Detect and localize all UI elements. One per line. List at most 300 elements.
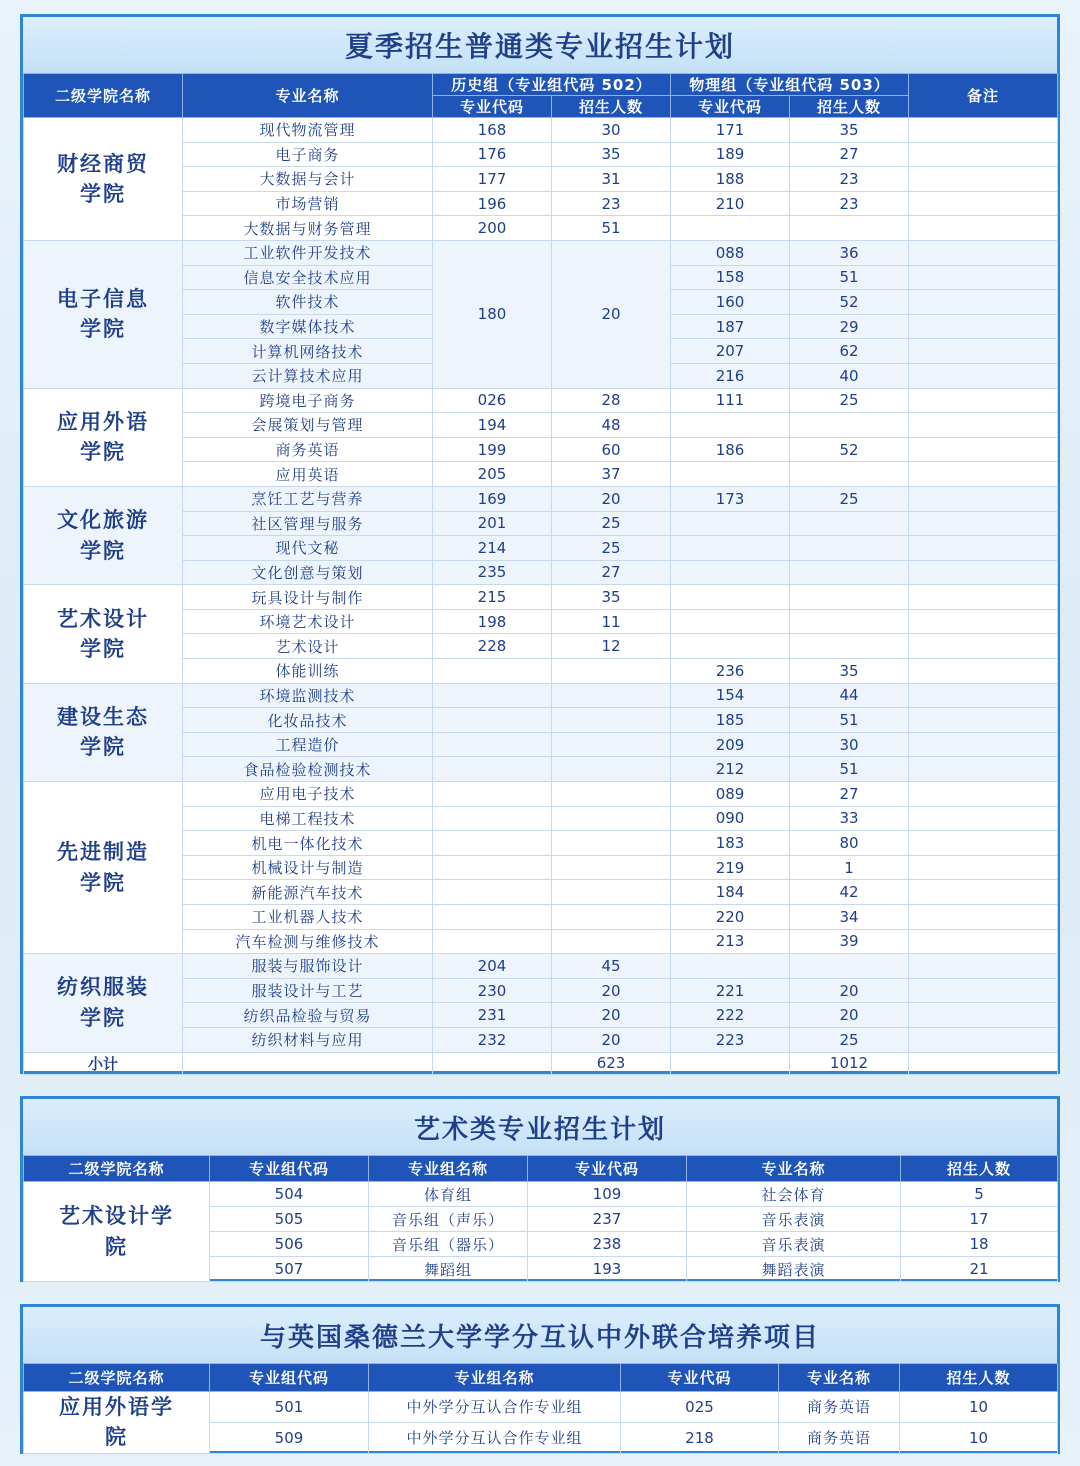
history-code: 230: [433, 978, 552, 1003]
joint-header-2: 专业组名称: [369, 1364, 621, 1392]
physics-count: 23: [790, 191, 909, 216]
physics-code: 220: [671, 905, 790, 930]
enroll-count: 18: [901, 1232, 1058, 1257]
major-name: 音乐表演: [687, 1232, 901, 1257]
physics-count: [790, 634, 909, 659]
header-major: 专业名称: [183, 74, 433, 118]
art-header-0: 二级学院名称: [24, 1156, 210, 1182]
group-code: 505: [210, 1207, 369, 1232]
enroll-count: 17: [901, 1207, 1058, 1232]
joint-program-title: 与英国桑德兰大学学分互认中外联合培养项目: [23, 1307, 1057, 1363]
physics-count: 33: [790, 806, 909, 831]
physics-count: 62: [790, 339, 909, 364]
history-count: 35: [552, 142, 671, 167]
empty-cell: [433, 1052, 552, 1074]
joint-header-0: 二级学院名称: [24, 1364, 210, 1392]
physics-count: 23: [790, 167, 909, 192]
history-code: [433, 732, 552, 757]
remark-cell: [909, 782, 1058, 807]
remark-cell: [909, 1003, 1058, 1028]
remark-cell: [909, 486, 1058, 511]
physics-count: [790, 585, 909, 610]
remark-cell: [909, 560, 1058, 585]
history-count: [552, 806, 671, 831]
table-row: [24, 486, 1058, 511]
physics-count: 25: [790, 1027, 909, 1052]
physics-count: 27: [790, 782, 909, 807]
major-name: 服装设计与工艺: [183, 978, 433, 1003]
remark-cell: [909, 905, 1058, 930]
remark-cell: [909, 855, 1058, 880]
table-row: [24, 240, 1058, 265]
remark-cell: [909, 831, 1058, 856]
major-name: 化妆品技术: [183, 708, 433, 733]
major-name: 文化创意与策划: [183, 560, 433, 585]
group-name: 音乐组（器乐）: [369, 1232, 528, 1257]
table-row: [24, 954, 1058, 979]
college-name: 先进制造学院: [24, 782, 183, 954]
major-name: 工程造价: [183, 732, 433, 757]
physics-code: [671, 216, 790, 241]
history-count: 20: [552, 978, 671, 1003]
art-plan-title: 艺术类专业招生计划: [23, 1099, 1057, 1155]
physics-code: 173: [671, 486, 790, 511]
history-code: [433, 708, 552, 733]
history-code: 194: [433, 413, 552, 438]
history-count: 51: [552, 216, 671, 241]
remark-cell: [909, 757, 1058, 782]
major-name: 数字媒体技术: [183, 314, 433, 339]
header-remark: 备注: [909, 74, 1058, 118]
physics-code: 209: [671, 732, 790, 757]
joint-program-table: [23, 1363, 1058, 1454]
art-college-name: 艺术设计学院: [24, 1182, 210, 1282]
physics-code: [671, 634, 790, 659]
major-name: 应用英语: [183, 462, 433, 487]
physics-code: 236: [671, 659, 790, 684]
history-code: [433, 683, 552, 708]
group-name: 中外学分互认合作专业组: [369, 1392, 621, 1423]
major-name: 机械设计与制造: [183, 855, 433, 880]
remark-cell: [909, 659, 1058, 684]
history-code: 196: [433, 191, 552, 216]
physics-count: 29: [790, 314, 909, 339]
remark-cell: [909, 388, 1058, 413]
art-header-2: 专业组名称: [369, 1156, 528, 1182]
history-code: [433, 880, 552, 905]
major-name: 会展策划与管理: [183, 413, 433, 438]
college-name: 艺术设计学院: [24, 585, 183, 683]
college-name: 应用外语学院: [24, 388, 183, 486]
joint-college-name: 应用外语学院: [24, 1392, 210, 1454]
remark-cell: [909, 609, 1058, 634]
history-code: [433, 782, 552, 807]
history-count: 11: [552, 609, 671, 634]
physics-count: 20: [790, 978, 909, 1003]
history-code: [433, 855, 552, 880]
history-code: 177: [433, 167, 552, 192]
physics-code: 207: [671, 339, 790, 364]
group-code: 507: [210, 1257, 369, 1282]
joint-header-row: [24, 1364, 1058, 1392]
header-physics-code: 专业代码: [671, 96, 790, 118]
history-code: 168: [433, 118, 552, 143]
subtotal-history: 623: [552, 1052, 671, 1074]
summer-plan-body: [24, 118, 1058, 1075]
history-code: [433, 831, 552, 856]
history-count: 31: [552, 167, 671, 192]
history-code: 228: [433, 634, 552, 659]
group-name: 中外学分互认合作专业组: [369, 1422, 621, 1453]
major-name: 社区管理与服务: [183, 511, 433, 536]
remark-cell: [909, 462, 1058, 487]
remark-cell: [909, 363, 1058, 388]
joint-header-3: 专业代码: [621, 1364, 779, 1392]
major-name: 舞蹈表演: [687, 1257, 901, 1282]
major-name: 信息安全技术应用: [183, 265, 433, 290]
history-count: 23: [552, 191, 671, 216]
summer-plan-panel: [20, 14, 1060, 1074]
header-history-code: 专业代码: [433, 96, 552, 118]
table-row: [24, 585, 1058, 610]
major-name: 环境监测技术: [183, 683, 433, 708]
history-code: 199: [433, 437, 552, 462]
subtotal-row: [24, 1052, 1058, 1074]
major-code: 025: [621, 1392, 779, 1423]
history-count: 12: [552, 634, 671, 659]
physics-code: 222: [671, 1003, 790, 1028]
history-code: [433, 757, 552, 782]
physics-count: 35: [790, 118, 909, 143]
major-code: 218: [621, 1422, 779, 1453]
history-code: [433, 929, 552, 954]
joint-program-body: [24, 1392, 1058, 1454]
major-name: 工业软件开发技术: [183, 240, 433, 265]
history-count: 20: [552, 1027, 671, 1052]
major-name: 电梯工程技术: [183, 806, 433, 831]
physics-code: 189: [671, 142, 790, 167]
physics-count: 20: [790, 1003, 909, 1028]
header-physics-group: 物理组（专业组代码 503）: [671, 74, 909, 96]
physics-code: 213: [671, 929, 790, 954]
major-name: 市场营销: [183, 191, 433, 216]
remark-cell: [909, 880, 1058, 905]
major-code: 109: [528, 1182, 687, 1207]
history-count: 25: [552, 536, 671, 561]
enroll-count: 5: [901, 1182, 1058, 1207]
physics-code: 216: [671, 363, 790, 388]
history-code: 231: [433, 1003, 552, 1028]
art-header-4: 专业名称: [687, 1156, 901, 1182]
physics-count: 25: [790, 388, 909, 413]
header-history-group: 历史组（专业组代码 502）: [433, 74, 671, 96]
major-code: 238: [528, 1232, 687, 1257]
joint-program-panel: [20, 1304, 1060, 1454]
physics-code: [671, 585, 790, 610]
physics-count: 25: [790, 486, 909, 511]
major-name: 现代物流管理: [183, 118, 433, 143]
major-name: 大数据与财务管理: [183, 216, 433, 241]
major-name: 社会体育: [687, 1182, 901, 1207]
remark-cell: [909, 708, 1058, 733]
history-count: [552, 831, 671, 856]
art-header-3: 专业代码: [528, 1156, 687, 1182]
physics-code: 183: [671, 831, 790, 856]
history-code: [433, 659, 552, 684]
physics-count: 52: [790, 437, 909, 462]
major-name: 计算机网络技术: [183, 339, 433, 364]
major-name: 食品检验检测技术: [183, 757, 433, 782]
physics-count: [790, 536, 909, 561]
college-name: 文化旅游学院: [24, 486, 183, 584]
empty-cell: [671, 1052, 790, 1074]
empty-cell: [183, 1052, 433, 1074]
history-count: 28: [552, 388, 671, 413]
physics-code: 185: [671, 708, 790, 733]
table-row: [24, 1392, 1058, 1423]
major-name: 艺术设计: [183, 634, 433, 659]
history-count: 48: [552, 413, 671, 438]
physics-count: 36: [790, 240, 909, 265]
physics-code: 171: [671, 118, 790, 143]
group-code: 509: [210, 1422, 369, 1453]
remark-cell: [909, 265, 1058, 290]
enroll-count: 21: [901, 1257, 1058, 1282]
remark-cell: [909, 732, 1058, 757]
remark-cell: [909, 634, 1058, 659]
major-name: 汽车检测与维修技术: [183, 929, 433, 954]
major-name: 应用电子技术: [183, 782, 433, 807]
history-code: 176: [433, 142, 552, 167]
physics-code: 111: [671, 388, 790, 413]
remark-cell: [909, 437, 1058, 462]
physics-code: [671, 413, 790, 438]
physics-count: 42: [790, 880, 909, 905]
major-name: 服装与服饰设计: [183, 954, 433, 979]
group-code: 504: [210, 1182, 369, 1207]
history-code: 214: [433, 536, 552, 561]
physics-count: 40: [790, 363, 909, 388]
major-name: 软件技术: [183, 290, 433, 315]
history-count: 35: [552, 585, 671, 610]
major-name: 电子商务: [183, 142, 433, 167]
history-code: 169: [433, 486, 552, 511]
history-code: 200: [433, 216, 552, 241]
remark-cell: [909, 978, 1058, 1003]
college-name: 纺织服装学院: [24, 954, 183, 1052]
remark-cell: [909, 216, 1058, 241]
physics-code: 210: [671, 191, 790, 216]
header-college: 二级学院名称: [24, 74, 183, 118]
remark-cell: [909, 240, 1058, 265]
physics-code: 158: [671, 265, 790, 290]
history-code: 026: [433, 388, 552, 413]
physics-code: [671, 462, 790, 487]
physics-count: 51: [790, 265, 909, 290]
history-code: 235: [433, 560, 552, 585]
college-name: 财经商贸学院: [24, 118, 183, 241]
history-count: 37: [552, 462, 671, 487]
history-count: [552, 929, 671, 954]
physics-code: 186: [671, 437, 790, 462]
history-count: [552, 782, 671, 807]
history-count: [552, 905, 671, 930]
major-name: 跨境电子商务: [183, 388, 433, 413]
physics-count: [790, 413, 909, 438]
history-count: 25: [552, 511, 671, 536]
history-code: 232: [433, 1027, 552, 1052]
header-physics-count: 招生人数: [790, 96, 909, 118]
major-name: 玩具设计与制作: [183, 585, 433, 610]
physics-count: 1: [790, 855, 909, 880]
remark-cell: [909, 413, 1058, 438]
table-row: [24, 388, 1058, 413]
history-code: [433, 905, 552, 930]
group-name: 舞蹈组: [369, 1257, 528, 1282]
history-count: 60: [552, 437, 671, 462]
history-count: 45: [552, 954, 671, 979]
major-name: 云计算技术应用: [183, 363, 433, 388]
table-row: [24, 782, 1058, 807]
remark-cell: [909, 683, 1058, 708]
major-name: 纺织品检验与贸易: [183, 1003, 433, 1028]
remark-cell: [909, 339, 1058, 364]
remark-cell: [909, 585, 1058, 610]
history-count: [552, 757, 671, 782]
physics-code: 188: [671, 167, 790, 192]
enroll-count: 10: [900, 1392, 1058, 1423]
history-count: 27: [552, 560, 671, 585]
joint-header-1: 专业组代码: [210, 1364, 369, 1392]
remark-cell: [909, 929, 1058, 954]
major-name: 大数据与会计: [183, 167, 433, 192]
physics-code: 187: [671, 314, 790, 339]
physics-count: [790, 560, 909, 585]
physics-code: [671, 536, 790, 561]
history-count: 20: [552, 1003, 671, 1028]
history-code: 215: [433, 585, 552, 610]
history-count: [552, 732, 671, 757]
subtotal-physics: 1012: [790, 1052, 909, 1074]
major-code: 237: [528, 1207, 687, 1232]
history-count: [552, 708, 671, 733]
history-count: [552, 683, 671, 708]
history-count: 20: [552, 486, 671, 511]
major-name: 体能训练: [183, 659, 433, 684]
remark-cell: [909, 167, 1058, 192]
summer-plan-title: 夏季招生普通类专业招生计划: [23, 17, 1057, 73]
remark-cell: [909, 511, 1058, 536]
major-name: 工业机器人技术: [183, 905, 433, 930]
physics-code: 088: [671, 240, 790, 265]
major-name: 新能源汽车技术: [183, 880, 433, 905]
physics-count: [790, 462, 909, 487]
physics-code: 212: [671, 757, 790, 782]
group-code: 501: [210, 1392, 369, 1423]
physics-count: 35: [790, 659, 909, 684]
art-header-1: 专业组代码: [210, 1156, 369, 1182]
physics-count: [790, 216, 909, 241]
physics-count: 80: [790, 831, 909, 856]
table-row: [24, 683, 1058, 708]
art-plan-panel: [20, 1096, 1060, 1282]
art-header-5: 招生人数: [901, 1156, 1058, 1182]
physics-code: [671, 954, 790, 979]
physics-count: [790, 954, 909, 979]
history-count: 30: [552, 118, 671, 143]
empty-cell: [909, 1052, 1058, 1074]
subtotal-label: 小计: [24, 1052, 183, 1074]
physics-count: 51: [790, 757, 909, 782]
college-name: 电子信息学院: [24, 240, 183, 388]
history-code: 205: [433, 462, 552, 487]
physics-code: 160: [671, 290, 790, 315]
physics-code: [671, 609, 790, 634]
major-name: 环境艺术设计: [183, 609, 433, 634]
major-name: 纺织材料与应用: [183, 1027, 433, 1052]
college-name: 建设生态学院: [24, 683, 183, 781]
art-plan-table: [23, 1155, 1058, 1282]
major-name: 商务英语: [779, 1422, 900, 1453]
history-code: 198: [433, 609, 552, 634]
header-history-count: 招生人数: [552, 96, 671, 118]
history-code: [433, 806, 552, 831]
art-header-row: [24, 1156, 1058, 1182]
joint-header-4: 专业名称: [779, 1364, 900, 1392]
major-code: 193: [528, 1257, 687, 1282]
remark-cell: [909, 142, 1058, 167]
physics-count: 44: [790, 683, 909, 708]
group-name: 体育组: [369, 1182, 528, 1207]
remark-cell: [909, 118, 1058, 143]
joint-header-5: 招生人数: [900, 1364, 1058, 1392]
major-name: 现代文秘: [183, 536, 433, 561]
physics-count: 27: [790, 142, 909, 167]
physics-code: 089: [671, 782, 790, 807]
physics-count: [790, 511, 909, 536]
history-count: [552, 855, 671, 880]
history-code: 204: [433, 954, 552, 979]
physics-code: 154: [671, 683, 790, 708]
physics-count: [790, 609, 909, 634]
history-code: 180: [433, 240, 552, 388]
physics-code: 090: [671, 806, 790, 831]
summer-plan-table: [23, 73, 1058, 1075]
remark-cell: [909, 1027, 1058, 1052]
group-code: 506: [210, 1232, 369, 1257]
major-name: 音乐表演: [687, 1207, 901, 1232]
major-name: 商务英语: [779, 1392, 900, 1423]
history-count: [552, 659, 671, 684]
physics-code: 219: [671, 855, 790, 880]
physics-count: 51: [790, 708, 909, 733]
physics-count: 52: [790, 290, 909, 315]
physics-code: [671, 560, 790, 585]
major-name: 机电一体化技术: [183, 831, 433, 856]
physics-count: 34: [790, 905, 909, 930]
enroll-count: 10: [900, 1422, 1058, 1453]
remark-cell: [909, 954, 1058, 979]
remark-cell: [909, 536, 1058, 561]
group-name: 音乐组（声乐）: [369, 1207, 528, 1232]
table-row: [24, 1182, 1058, 1207]
remark-cell: [909, 806, 1058, 831]
remark-cell: [909, 314, 1058, 339]
history-count: [552, 880, 671, 905]
physics-code: 223: [671, 1027, 790, 1052]
physics-code: [671, 511, 790, 536]
table-row: [24, 118, 1058, 143]
